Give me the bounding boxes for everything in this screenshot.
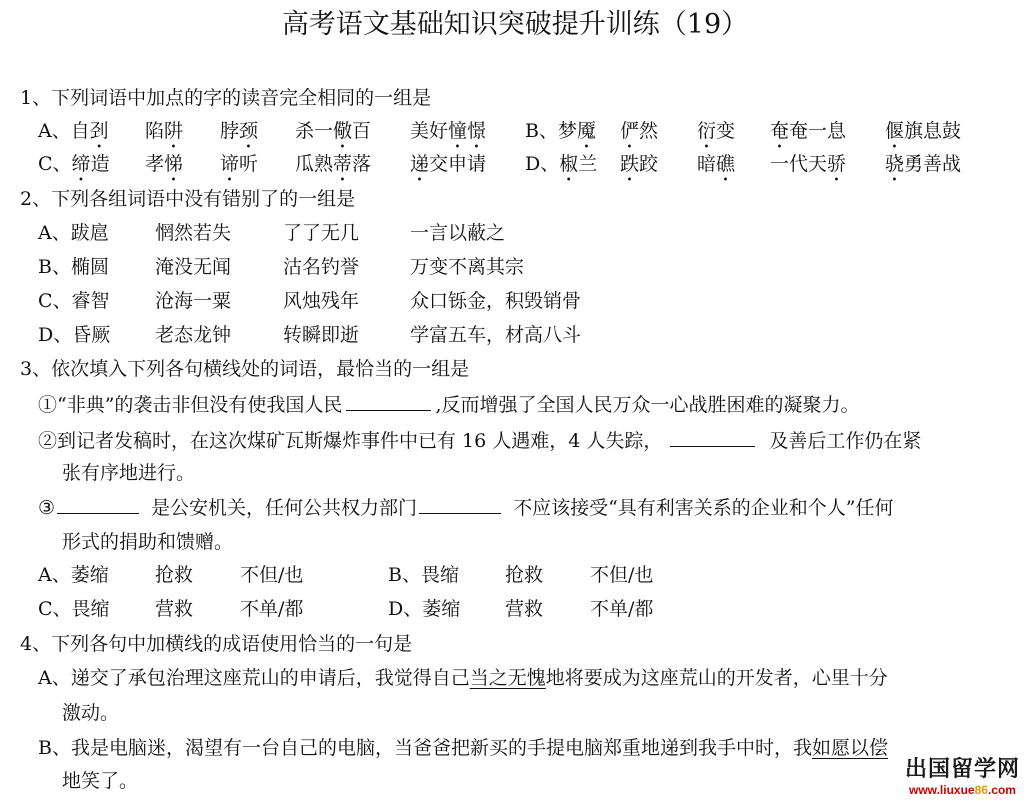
q1-row-1-term-7-post: 变 (716, 120, 736, 142)
q1-row-2-term-8 (770, 153, 846, 175)
q1-row-1-word-5 (525, 119, 596, 153)
q2-option-1-cell-1: 淹没无闻 (155, 256, 232, 278)
q3-option-1-cell-5: 不单/都 (590, 598, 654, 620)
q1-row-2-term-4-dot: 递 (410, 153, 430, 175)
q2-option-3-cell-1: 老态龙钟 (155, 324, 232, 346)
q1-row-2-term-1-dot: 悌 (164, 153, 184, 175)
q3-s2-text-b: 及善后工作仍在紧 (769, 430, 922, 452)
q3-sentence-1 (38, 392, 859, 417)
watermark-url-a: www.liuxue (909, 783, 975, 797)
q3-option-1-cell-4: 营救 (505, 598, 544, 620)
q3-option-0-cell-3: B、畏缩 (388, 564, 459, 586)
q2-option-3-cell-3: 学富五车，材高八斗 (410, 324, 582, 346)
q1-row-2-term-6-post: 跤 (639, 153, 659, 175)
q3-s3-text-a: ③ (38, 497, 56, 519)
watermark-url (905, 783, 1020, 797)
q3-s3-text-b: 是公安机关，任何公共权力部门 (151, 497, 418, 519)
q1-row-2-term-3-post: 落 (352, 153, 372, 175)
q2-option-2-cell-0: C、睿智 (38, 290, 110, 312)
q1-row-2-term-3-dot: 蒂 (333, 153, 353, 175)
q1-row-1-term-0-pre: A、自 (38, 120, 90, 142)
q3-s1-text-a: ①“非典”的袭击非但没有使我国人民 (38, 394, 343, 416)
q1-stem: 1、下列词语中加点的字的读音完全相同的一组是 (20, 87, 432, 109)
q1-row-1-term-9-post: 旗息鼓 (904, 120, 962, 142)
q3-option-0-cell-2: 不但/也 (240, 564, 304, 586)
q1-row-2-word-7 (697, 152, 735, 186)
q1-row-1-term-2-dot: 颈 (239, 120, 259, 142)
q3-s2-blank (670, 428, 755, 447)
q1-row-1-term-5 (525, 120, 596, 142)
q1-row-1-term-2-pre: 脖 (220, 120, 240, 142)
q1-row-1-word-6 (620, 119, 658, 153)
q1-row-2-term-9-post: 勇善战 (904, 153, 962, 175)
document-title: 高考语文基础知识突破提升训练（19） (281, 9, 749, 40)
q1-row-2-word-6 (620, 152, 658, 186)
q1-row-2-term-2-post: 听 (239, 153, 259, 175)
q2-option-0-cell-2: 了了无几 (283, 222, 360, 244)
q1-row-1-word-9 (885, 119, 961, 153)
q3-s1-blank (346, 392, 431, 411)
watermark-url-c: .com (987, 783, 1016, 797)
q1-row-2-term-8-pre: 一代天 (770, 153, 828, 175)
q1-row-2-term-7-pre: 暗 (697, 153, 717, 175)
q1-row-1-term-0 (38, 120, 109, 142)
watermark-site-name: 出国留学网 (904, 757, 1020, 782)
q2-option-2-cell-2: 风烛残年 (283, 290, 360, 312)
q3-option-0-cell-0: A、萎缩 (38, 564, 109, 586)
q2-option-1-cell-0: B、椭圆 (38, 256, 109, 278)
q1-row-1-term-8-post: 奄一息 (789, 120, 847, 142)
q1-row-2-term-2-dot: 谛 (220, 153, 240, 175)
q3-option-0-cell-5: 不但/也 (590, 564, 654, 586)
q3-option-1-cell-3: D、萎缩 (388, 598, 461, 620)
q1-row-1-term-6-dot: 俨 (620, 120, 640, 142)
q1-row-2-term-6-dot: 跌 (620, 153, 640, 175)
q2-option-0-cell-3: 一言以蔽之 (410, 222, 506, 244)
q1-row-2-term-0-post: 造 (90, 153, 110, 175)
q3-sentence-3 (38, 495, 894, 520)
q1-row-2-word-5 (525, 152, 597, 186)
q2-option-0-cell-0: A、跋扈 (38, 222, 109, 244)
q1-row-1-term-3-post: 百 (352, 120, 372, 142)
watermark-url-b: 86 (974, 783, 988, 797)
q1-row-1-term-9-dot: 偃 (885, 120, 905, 142)
q1-row-1-term-6-post: 然 (639, 120, 659, 142)
q1-row-1-term-5-dot: 魇 (576, 120, 596, 142)
q2-option-2-cell-1: 沧海一粟 (155, 290, 232, 312)
q3-option-0-cell-4: 抢救 (505, 564, 544, 586)
site-watermark (905, 752, 1020, 797)
q1-row-1-term-9 (885, 120, 961, 142)
q3-s1-text-b: ,反而增强了全国人民万众一心战胜困难的凝聚力。 (435, 394, 860, 416)
q3-sentence-2 (38, 428, 921, 453)
q1-row-2-term-0 (38, 153, 110, 175)
q4-stem: 4、下列各句中加横线的成语使用恰当的一句是 (20, 633, 413, 655)
q1-row-1-term-2 (220, 120, 258, 142)
q1-row-2-term-3-pre: 瓜熟 (295, 153, 334, 175)
q3-option-1-cell-1: 营救 (155, 598, 194, 620)
q1-row-2-term-2 (220, 153, 258, 175)
q1-row-2-term-0-dot: 缔 (71, 153, 91, 175)
q1-row-1-term-7-dot: 衍 (697, 120, 717, 142)
q1-row-1-term-1-pre: 陷 (145, 120, 165, 142)
q1-row-2-word-4 (410, 152, 486, 186)
q1-row-2-word-8 (770, 152, 846, 186)
q1-row-1-term-7 (697, 120, 735, 142)
q1-row-1-term-1 (145, 120, 183, 142)
q1-row-1-word-7 (697, 119, 735, 153)
q1-row-1-word-8 (770, 119, 846, 153)
q1-row-2-term-6 (620, 153, 658, 175)
q1-row-2-word-1 (145, 152, 183, 186)
q1-row-2-term-9-dot: 骁 (885, 153, 905, 175)
q1-row-2-term-5-pre: D、 (525, 153, 560, 175)
q1-row-2-term-5 (525, 153, 597, 175)
q3-s3-text-c: 不应该接受“具有利害关系的企业和个人”任何 (513, 497, 894, 519)
q1-row-1-word-0 (38, 119, 109, 153)
q3-s2-continuation: 张有序地进行。 (62, 462, 196, 484)
q1-row-2-term-1-pre: 孝 (145, 153, 165, 175)
q1-row-2-term-1 (145, 153, 183, 175)
q1-row-2-word-9 (885, 152, 961, 186)
q3-s3-blank-1 (57, 495, 139, 514)
q2-option-2-cell-3: 众口铄金，积毁销骨 (410, 290, 582, 312)
q3-s3-blank-2 (419, 495, 501, 514)
q4-option-a (38, 666, 888, 690)
q1-row-1-term-3-pre: 杀一 (295, 120, 334, 142)
q1-row-1-term-1-dot: 阱 (164, 120, 184, 142)
q4-a-continuation: 激动。 (62, 702, 120, 724)
q4-b-text-1: B、我是电脑迷，渴望有一台自己的电脑，当爸爸把新买的手提电脑郑重地递到我手中时，我 (38, 737, 812, 759)
q2-option-3-cell-0: D、昏厥 (38, 324, 111, 346)
q1-row-2-term-7 (697, 153, 735, 175)
q1-row-2-word-2 (220, 152, 258, 186)
q4-option-b (38, 736, 888, 760)
q1-row-1-term-6 (620, 120, 658, 142)
q1-row-2-term-8-dot: 骄 (827, 153, 847, 175)
q2-stem: 2、下列各组词语中没有错别了的一组是 (20, 188, 356, 210)
q1-row-1-term-8-dot: 奄 (770, 120, 790, 142)
q1-row-1-term-4-dot: 憧憬 (448, 120, 487, 142)
q2-option-1-cell-2: 沽名钓誉 (283, 256, 360, 278)
q2-option-3-cell-2: 转瞬即逝 (283, 324, 360, 346)
q1-row-2-term-5-dot: 椒 (559, 153, 579, 175)
q1-row-1-term-0-dot: 刭 (89, 120, 109, 142)
q1-row-1-term-4-pre: 美好 (410, 120, 449, 142)
q1-row-1-term-3 (295, 120, 371, 142)
q3-s2-text-a: ②到记者发稿时，在这次煤矿瓦斯爆炸事件中已有 16 人遇难，4 人失踪， (38, 430, 663, 452)
q2-option-1-cell-3: 万变不离其宗 (410, 256, 525, 278)
q1-row-1-word-1 (145, 119, 183, 153)
q1-row-2-word-3 (295, 152, 371, 186)
q1-row-1-term-8 (770, 120, 846, 142)
q1-row-1-word-4 (410, 119, 486, 153)
q1-row-2-term-7-dot: 礁 (716, 153, 736, 175)
q1-row-1-word-2 (220, 119, 258, 153)
q4-a-text-1: A、递交了承包治理这座荒山的申请后，我觉得自己 (38, 667, 470, 689)
q2-option-0-cell-1: 惘然若失 (155, 222, 232, 244)
q1-row-2-term-0-pre: C、 (38, 153, 72, 175)
q1-row-1-term-3-dot: 儆 (333, 120, 353, 142)
q1-row-2-term-5-post: 兰 (578, 153, 598, 175)
q1-row-2-term-3 (295, 153, 371, 175)
q1-row-1-word-3 (295, 119, 371, 153)
q4-b-underlined-idiom: 如愿以偿 (811, 737, 888, 759)
q4-a-underlined-idiom: 当之无愧 (469, 667, 546, 689)
q1-row-1-term-4 (410, 120, 486, 142)
q1-row-2-term-4 (410, 153, 486, 175)
q3-option-1-cell-2: 不单/都 (240, 598, 304, 620)
q1-row-2-term-4-post: 交申请 (429, 153, 487, 175)
q1-row-2-word-0 (38, 152, 110, 186)
q1-row-1-term-5-pre: B、梦 (525, 120, 577, 142)
q3-s3-continuation: 形式的捐助和馈赠。 (62, 531, 234, 553)
q1-row-2-term-9 (885, 153, 961, 175)
q3-option-1-cell-0: C、畏缩 (38, 598, 110, 620)
q3-stem: 3、依次填入下列各句横线处的词语，最恰当的一组是 (20, 358, 470, 380)
q4-b-continuation: 地笑了。 (62, 770, 139, 792)
q4-a-text-2: 地将要成为这座荒山的开发者，心里十分 (545, 667, 888, 689)
q3-option-0-cell-1: 抢救 (155, 564, 194, 586)
